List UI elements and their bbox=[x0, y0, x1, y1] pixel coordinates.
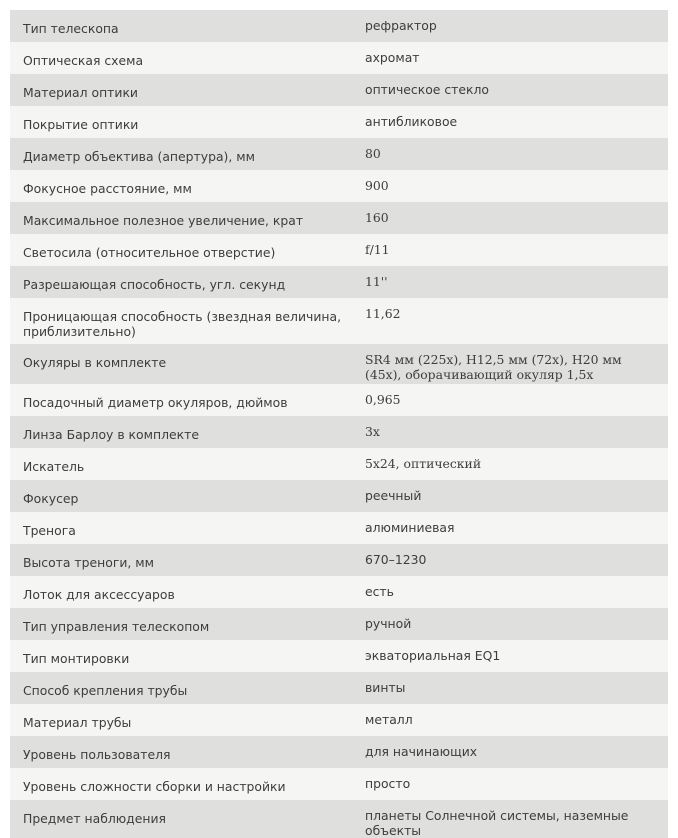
spec-row bbox=[10, 106, 668, 138]
spec-label: Тип управления телескопом bbox=[10, 608, 353, 640]
spec-label: Покрытие оптики bbox=[10, 106, 353, 138]
spec-label: Линза Барлоу в комплекте bbox=[10, 416, 353, 448]
spec-row bbox=[10, 448, 668, 480]
spec-label: Максимальное полезное увеличение, крат bbox=[10, 202, 353, 234]
spec-label: Материал оптики bbox=[10, 74, 353, 106]
spec-value: SR4 мм (225x), H12,5 мм (72x), H20 мм (45x), оборачивающий окуляр 1,5x bbox=[353, 344, 668, 384]
spec-row bbox=[10, 42, 668, 74]
spec-label: Лоток для аксессуаров bbox=[10, 576, 353, 608]
spec-row bbox=[10, 768, 668, 800]
spec-value: планеты Солнечной системы, наземные объекты bbox=[353, 800, 668, 838]
spec-value: 900 bbox=[353, 170, 668, 202]
spec-value: есть bbox=[353, 576, 668, 608]
spec-value: 11'' bbox=[353, 266, 668, 298]
spec-label: Тип телескопа bbox=[10, 10, 353, 42]
spec-row bbox=[10, 704, 668, 736]
spec-row bbox=[10, 344, 668, 384]
spec-label: Способ крепления трубы bbox=[10, 672, 353, 704]
spec-value: 670–1230 bbox=[353, 544, 668, 576]
spec-row bbox=[10, 234, 668, 266]
spec-value: f/11 bbox=[353, 234, 668, 266]
spec-value: 5x24, оптический bbox=[353, 448, 668, 480]
spec-label: Фокусное расстояние, мм bbox=[10, 170, 353, 202]
spec-label: Уровень сложности сборки и настройки bbox=[10, 768, 353, 800]
spec-row bbox=[10, 576, 668, 608]
spec-value: ручной bbox=[353, 608, 668, 640]
spec-row bbox=[10, 512, 668, 544]
spec-value: антибликовое bbox=[353, 106, 668, 138]
spec-row bbox=[10, 544, 668, 576]
spec-value: ахромат bbox=[353, 42, 668, 74]
spec-value: оптическое стекло bbox=[353, 74, 668, 106]
spec-label: Искатель bbox=[10, 448, 353, 480]
spec-row bbox=[10, 640, 668, 672]
spec-value: реечный bbox=[353, 480, 668, 512]
spec-value: рефрактор bbox=[353, 10, 668, 42]
spec-label: Уровень пользователя bbox=[10, 736, 353, 768]
spec-label: Тренога bbox=[10, 512, 353, 544]
spec-row bbox=[10, 266, 668, 298]
spec-row bbox=[10, 74, 668, 106]
spec-label: Высота треноги, мм bbox=[10, 544, 353, 576]
spec-label: Окуляры в комплекте bbox=[10, 344, 353, 384]
spec-row bbox=[10, 736, 668, 768]
spec-row bbox=[10, 480, 668, 512]
spec-row bbox=[10, 384, 668, 416]
spec-label: Разрешающая способность, угл. секунд bbox=[10, 266, 353, 298]
spec-value: металл bbox=[353, 704, 668, 736]
spec-row bbox=[10, 202, 668, 234]
spec-value: 0,965 bbox=[353, 384, 668, 416]
spec-label: Оптическая схема bbox=[10, 42, 353, 74]
spec-label: Проницающая способность (звездная величина, приблизительно) bbox=[10, 298, 353, 344]
spec-value: винты bbox=[353, 672, 668, 704]
spec-table-body bbox=[10, 10, 668, 838]
spec-value: 80 bbox=[353, 138, 668, 170]
spec-row bbox=[10, 138, 668, 170]
spec-row bbox=[10, 608, 668, 640]
spec-label: Материал трубы bbox=[10, 704, 353, 736]
spec-value: 160 bbox=[353, 202, 668, 234]
spec-row bbox=[10, 800, 668, 838]
spec-row bbox=[10, 170, 668, 202]
spec-label: Фокусер bbox=[10, 480, 353, 512]
spec-value: 11,62 bbox=[353, 298, 668, 344]
spec-row bbox=[10, 416, 668, 448]
spec-label: Светосила (относительное отверстие) bbox=[10, 234, 353, 266]
spec-label: Предмет наблюдения bbox=[10, 800, 353, 838]
spec-value: просто bbox=[353, 768, 668, 800]
spec-value: алюминиевая bbox=[353, 512, 668, 544]
spec-label: Диаметр объектива (апертура), мм bbox=[10, 138, 353, 170]
spec-table bbox=[10, 10, 668, 838]
spec-row bbox=[10, 298, 668, 344]
spec-row bbox=[10, 672, 668, 704]
spec-row bbox=[10, 10, 668, 42]
spec-value: экваториальная EQ1 bbox=[353, 640, 668, 672]
spec-value: для начинающих bbox=[353, 736, 668, 768]
spec-value: 3x bbox=[353, 416, 668, 448]
spec-label: Тип монтировки bbox=[10, 640, 353, 672]
spec-label: Посадочный диаметр окуляров, дюймов bbox=[10, 384, 353, 416]
